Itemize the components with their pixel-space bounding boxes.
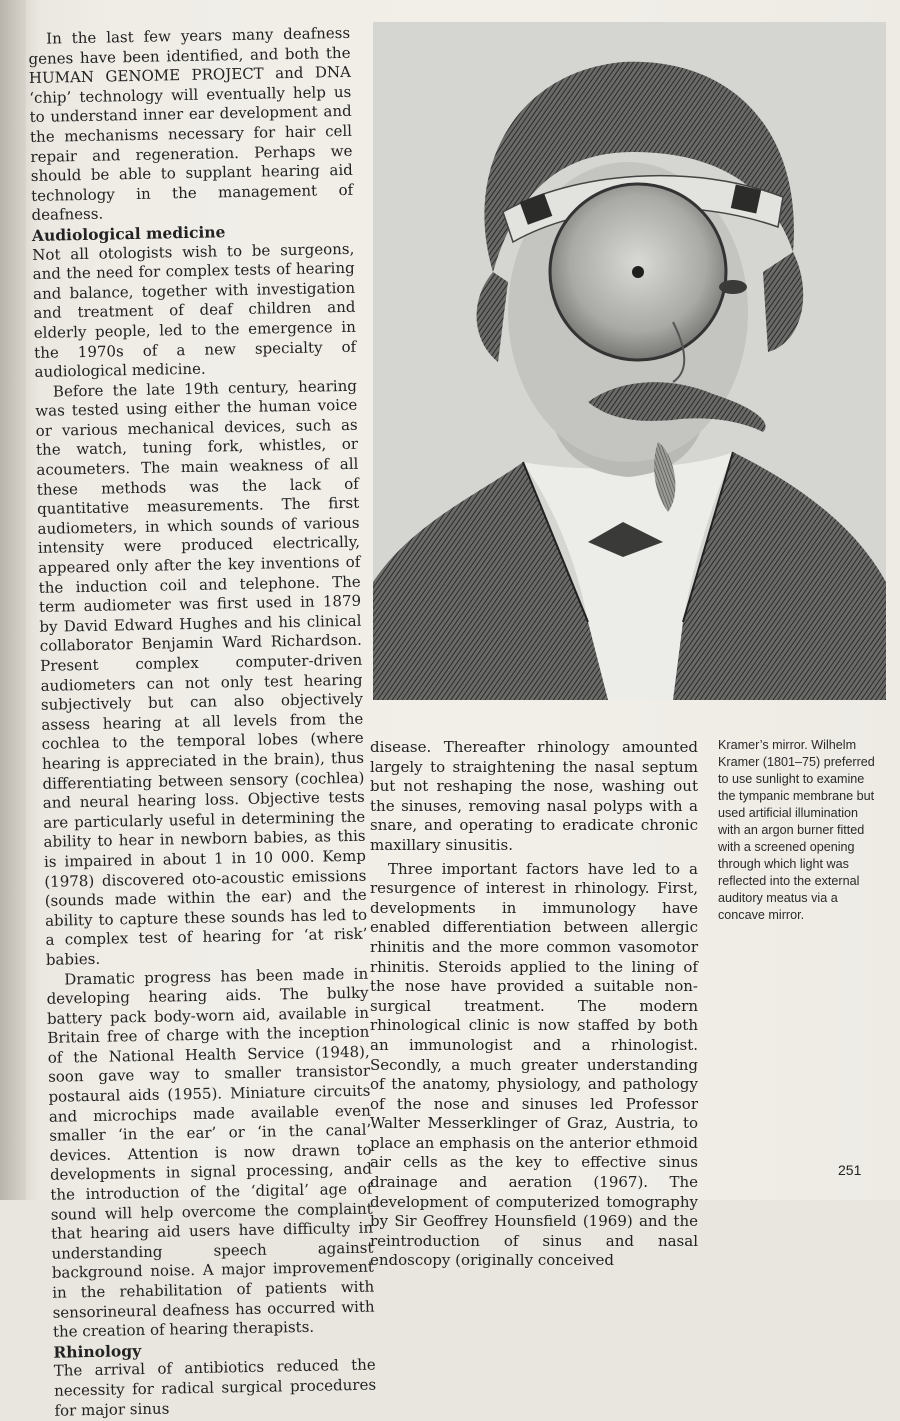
heading-rhinology: Rhinology [53, 1340, 142, 1362]
left-text-column [28, 23, 377, 1420]
heading-audiological-medicine: Audiological medicine [31, 222, 226, 245]
paragraph-rhinology-resurgence: Three important factors have led to a resurgence of interest in rhinology. First, developments in immunology have enabled differentiation between allergic rhinitis and the more common vasomotor rhinitis. Steroids applied to the lining of the nose have provided a suitable non-surgical treatment. The modern rhinological clinic is now staffed by both an immunologist and a rhinologist. Secondly, a much greater understanding of the anatomy, physiology, and pathology of the nose and sinuses led Professor Walter Messerklinger of Graz, Austria, to place an emphasis on the anterior ethmoid air cells as the key to effective sinus drainage and aeration (1967). The development of computerized tomography by Sir Geoffrey Hounsfield (1969) and the reintroduction of sinus and nasal endoscopy (originally conceived [370, 859, 698, 1270]
paragraph-audiometers: Before the late 19th century, hearing was tested using either the human voice or various mechanical devices, such as the watch, tuning fork, whistles, or acoumeters. The main weakness of all these methods was the lack of quantitative measurements. The first audiometers, in which sounds of various intensity were produced electrically, appeared only after the key inventions of the induction coil and telephone. The term audiometer was first used in 1879 by David Edward Hughes and his clinical collaborator Benjamin Ward Richardson. Present complex computer-driven audiometers can not only test hearing subjectively but can also objectively assess hearing at all levels from the cochlea to the temporal lobes (where hearing is appreciated in the brain), thus differentiating between sensory (cochlea) and neural hearing loss. Objective tests are particularly useful in determining the ability to hear in newborn babies, as this is impaired in about 1 in 10 000. Kemp (1978) discovered oto-acoustic emissions (sounds made within the ear) and the ability to capture these sounds has led to a complex test of hearing for ‘at risk’ babies. [35, 376, 368, 969]
middle-text-column [370, 738, 698, 1270]
paragraph-deafness-genes: In the last few years many deafness genes have been identified, and both the HUMAN GENOME PROJECT and DNA ‘chip’ technology will eventually help us to understand inner ear development and the mechanisms necessary for hair cell repair and regeneration. Perhaps we should be able to supplant hearing aid technology in the management of deafness. [28, 23, 354, 225]
binding-gutter [0, 0, 26, 1200]
engraving-portrait [373, 22, 886, 700]
mirror-aperture [632, 266, 644, 278]
paragraph-rhinology-history: disease. Thereafter rhinology amounted largely to straightening the nasal septum but not reshaping the nose, washing out the sinuses, removing nasal polyps with a snare, and operating to eradicate chronic maxillary sinusitis. [370, 738, 698, 854]
kramers-mirror-illustration [373, 22, 886, 700]
page-number: 251 [838, 1162, 862, 1178]
paragraph-rhinology-intro: The arrival of antibiotics reduced the necessity for radical surgical procedures for major sinus [53, 1355, 377, 1420]
paragraph-audiological-intro: Not all otologists wish to be surgeons, and the need for complex tests of hearing and balance, together with investigation and treatment of deaf children and elderly people, led to the emergence in the 1970s of a new specialty of audiological medicine. [32, 239, 357, 382]
paragraph-hearing-aids: Dramatic progress has been made in developing hearing aids. The bulky battery pack body-worn aid, available in Britain free of charge with the inception of the National Health Service (1948), soon gave way to smaller transistor postaural aids (1955). Miniature circuits and microchips made available even smaller ‘in the ear’ or ‘in the canal’ devices. Attention is now drawn to developments in signal processing, and the introduction of the ‘digital’ age of sound will help overcome the complaint that hearing aid users have difficulty in understanding speech against background noise. A major improvement in the rehabilitation of patients with sensorineural deafness has occurred with the creation of hearing therapists. [46, 964, 375, 1341]
figure-caption: Kramer’s mirror. Wilhelm Kramer (1801–75) preferred to use sunlight to examine the tympanic membrane but used artificial illumination with an argon burner fitted with a screened opening through which light was reflected into the external auditory meatus via a concave mirror. [718, 738, 875, 922]
